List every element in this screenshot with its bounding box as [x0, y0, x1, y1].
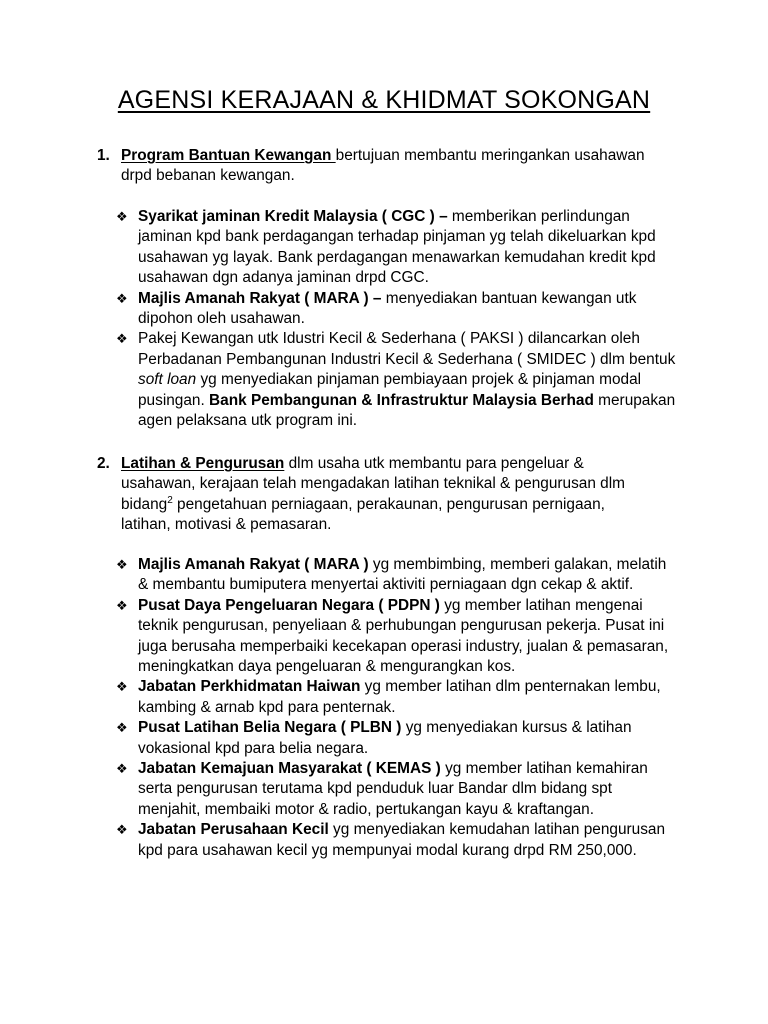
list-item: ❖ Majlis Amanah Rakyat ( MARA ) – menyediakan bantuan kewangan utk dipohon oleh usahawan.: [116, 289, 637, 328]
section-text: pengetahuan perniagaan, perakaunan, pengurusan pernigaan, latihan, motivasi & pemasaran.: [121, 495, 605, 534]
four-diamond-bullet-icon: ❖: [116, 822, 128, 838]
section-text: bertujuan membantu meringankan usahawan drpd bebanan kewangan.: [121, 147, 645, 185]
four-diamond-bullet-icon: ❖: [116, 331, 128, 347]
list-item: ❖ Jabatan Perkhidmatan Haiwan yg member latihan dlm penternakan lembu, kambing & arnab kpd para penternak.: [116, 678, 661, 716]
section-2-list: [116, 555, 676, 861]
list-item: ❖ Pakej Kewangan utk Idustri Kecil & Sederhana ( PAKSI ) dilancarkan oleh Perbadanan Pembangunan Industri Kecil & Sederhana ( SMIDEC ) dlm bentuk soft loan yg menyediakan pinjaman pembiayaan projek & pinjaman modal pusingan. Bank Pembangunan & Infrastruktur Malaysia Berhad merupakan agen pelaksana utk program ini.: [116, 330, 676, 430]
list-item: ❖ Jabatan Kemajuan Masyarakat ( KEMAS ) yg member latihan kemahiran serta pengurusan terutama kpd penduduk luar Bandar dlm bidang spt menjahit, membaiki motor & radio, pertukangan kayu & kraftangan.: [116, 760, 648, 818]
four-diamond-bullet-icon: ❖: [116, 761, 128, 777]
four-diamond-bullet-icon: ❖: [116, 209, 128, 224]
list-item: ❖ Pusat Latihan Belia Negara ( PLBN ) yg menyediakan kursus & latihan vokasional kpd para belia negara.: [116, 719, 632, 757]
section-text: dlm usaha utk membantu para pengeluar & usahawan, kerajaan telah mengadakan latihan teknikal & pengurusan dlm bidang: [121, 455, 625, 513]
four-diamond-bullet-icon: ❖: [116, 679, 128, 695]
list-item: ❖ Pusat Daya Pengeluaran Negara ( PDPN ) yg member latihan mengenai teknik pengurusan, penyeliaan & perhubungan pengurusan pekerja. Pusat ini juga berusaha memperbaiki kecekapan operasi industry, jualan & pemasaran, meningkatkan daya pengeluaran & mengurangkan kos.: [116, 596, 669, 676]
section-1-list: [116, 207, 676, 431]
section-1: [97, 146, 657, 187]
section-heading: Latihan & Pengurusan: [121, 455, 285, 472]
section-number: 2.: [97, 455, 110, 472]
section-2: [97, 454, 657, 536]
list-item: ❖ Majlis Amanah Rakyat ( MARA ) yg membimbing, memberi galakan, melatih & membantu bumiputera menyertai aktiviti perniagaan dgn cekap & aktif.: [116, 556, 667, 594]
footnote-marker: 2: [167, 494, 173, 506]
four-diamond-bullet-icon: ❖: [116, 290, 128, 306]
section-number: 1.: [97, 147, 110, 164]
four-diamond-bullet-icon: ❖: [116, 557, 128, 572]
list-item: ❖ Syarikat jaminan Kredit Malaysia ( CGC ) – memberikan perlindungan jaminan kpd bank perdagangan terhadap pinjaman yg telah dikeluarkan kpd usahawan yg layak. Bank perdagangan menawarkan kemudahan kredit kpd usahawan dgn adanya jaminan drpd CGC.: [116, 208, 656, 287]
page-title: AGENSI KERAJAAN & KHIDMAT SOKONGAN: [117, 86, 651, 114]
section-heading: Program Bantuan Kewangan: [121, 147, 336, 164]
four-diamond-bullet-icon: ❖: [116, 597, 128, 613]
four-diamond-bullet-icon: ❖: [116, 720, 128, 736]
list-item: ❖ Jabatan Perusahaan Kecil yg menyediakan kemudahan latihan pengurusan kpd para usahawan kecil yg mempunyai modal kurang drpd RM 250,000.: [116, 821, 666, 859]
